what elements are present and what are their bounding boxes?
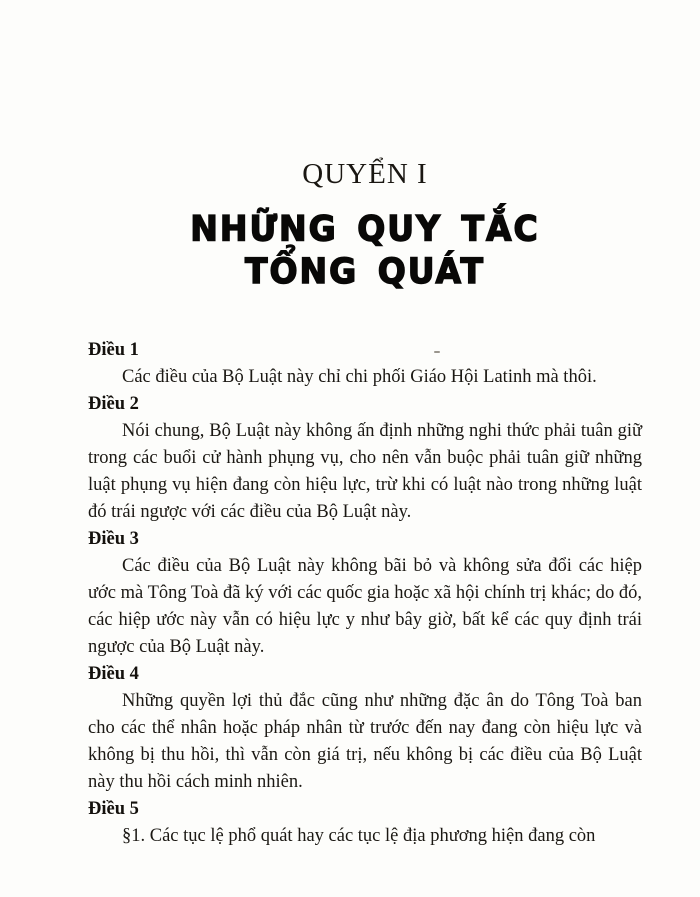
article-5 [88, 796, 642, 850]
scan-artifact [434, 351, 440, 353]
article-3 [88, 526, 642, 661]
article-4-label: Điều 4 [88, 664, 139, 684]
article-2 [88, 391, 642, 526]
section-heading-line-2: TỔNG QUÁT [244, 250, 486, 292]
article-1-label: Điều 1 [88, 340, 139, 360]
book-title: QUYỂN I [302, 158, 428, 190]
article-5-paragraph-1: §1. Các tục lệ phổ quát hay các tục lệ địa phương hiện đang còn [122, 826, 596, 846]
article-1 [88, 337, 642, 391]
article-1-paragraph-1: Các điều của Bộ Luật này chỉ chi phối Giáo Hội Latinh mà thôi. [122, 367, 597, 387]
article-2-paragraph-1: Nói chung, Bộ Luật này không ấn định những nghi thức phải tuân giữ trong các buổi cử hành phụng vụ, cho nên vẫn buộc phải tuân giữ những luật phụng vụ hiện đang còn hiệu lực, trừ khi có luật nào trong những luật đó trái ngược với các điều của Bộ Luật này. [88, 421, 642, 522]
article-2-label: Điều 2 [88, 394, 139, 414]
section-heading-line-1: NHỮNG QUY TẮC [190, 208, 540, 249]
article-3-label: Điều 3 [88, 529, 139, 549]
articles-block [88, 337, 642, 850]
article-5-label: Điều 5 [88, 799, 139, 819]
article-3-paragraph-1: Các điều của Bộ Luật này không bãi bỏ và không sửa đổi các hiệp ước mà Tông Toà đã ký với các quốc gia hoặc xã hội chính trị khác; do đó, các hiệp ước này vẫn có hiệu lực y như bây giờ, bất kể các quy định trái ngược của Bộ Luật này. [88, 556, 642, 657]
section-heading [88, 207, 642, 292]
article-4-paragraph-1: Những quyền lợi thủ đắc cũng như những đặc ân do Tông Toà ban cho các thể nhân hoặc pháp nhân từ trước đến nay đang còn hiệu lực và không bị thu hồi, thì vẫn còn giá trị, nếu không bị các điều của Bộ Luật này thu hồi cách minh nhiên. [88, 691, 642, 792]
article-4 [88, 661, 642, 796]
